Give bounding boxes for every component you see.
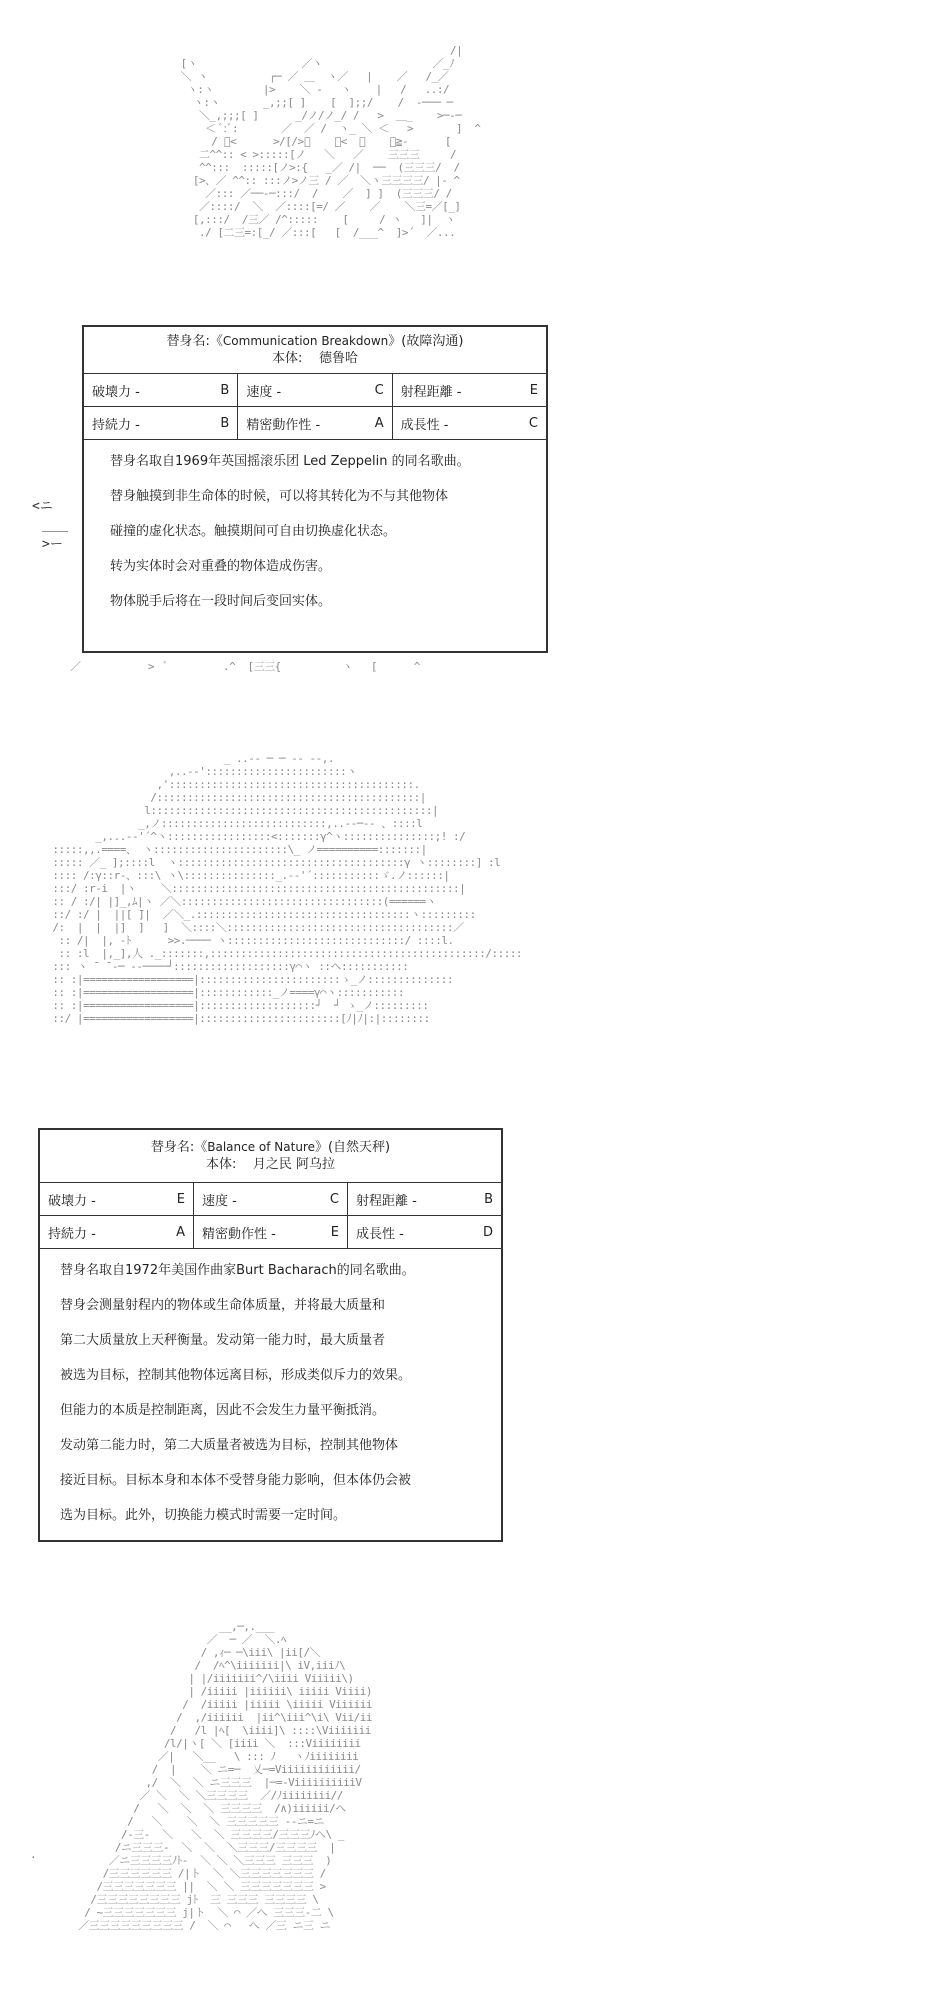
side-mark-2: ＿＿ bbox=[42, 519, 69, 534]
stand-description: 替身名取自1969年英国摇滚乐团 Led Zeppelin 的同名歌曲。 替身触摸到非生命体的时候，可以将其转化为不与其他物体 碰撞的虚化状态。触摸期间可自由切换虚化状态。 转为实体时会对重叠的物体造成伤害。 物体脱手后将在一段时间后变回实体。 bbox=[110, 454, 470, 609]
stat-power: 破壊力 - E bbox=[40, 1183, 194, 1215]
stat-precision: 精密動作性 - E bbox=[194, 1216, 348, 1248]
stats-row-1 bbox=[84, 374, 546, 407]
stats-row-2 bbox=[40, 1216, 501, 1249]
stray-mark: . bbox=[30, 1848, 37, 1861]
ascii-art-figure: __,─,.___ ／ ─ ／ ＼.ﾍ / ,ｨ─ ─\iii\ |ii[/＼ / /ﾍ^\iiiiiii|\ iV,iiiﾉ\ | |/iiiiiii^/\iiii Viiiii\) | /iiiii |iiiiii\ iiiii Viiii) / /iiiii |iiiii \iiiii Viiiiii / ,/iiiiii |ii^\iii^\i\ Vii/ii / /l |ﾍ[ \iiii]\ ::::\Viiiiiii /l/|ヽ[ ＼ [iiii ＼ :::Viiiiiiii ／| ＼__ \ ::: ﾉ ヽﾉiiiiiiii / | ＼ ニ=─ 乂─=Viiiiiiiiiiii/ ,/ ＼ ＼ ニ三三三 |─=-ViiiiiiiiiiV ／ ＼ ＼ ＼三三三三 ／/ﾉiiiiiiii// / ＼ ＼ ＼ 三三三三 /∧)iiiiii/ヘ / ＼ ＼ ＼ 三三三三三 -‐ニ=ニ /‐三- ＼ ＼ ＼ 三三三三/三三三ﾉへ\ _ /ニ三三三- ＼ ＼ ＼三三三/三三三三 | ／ニ三三三三ﾉﾄ- ＼ ＼ ＼三三三 三三三 ) /三三三三三三 /|ト ＼ ＼三三三三三三三 / /三三三三三三三 || ＼ ＼ 三三三三三三三 > /三三三三三三三三 jﾄ 三 三三三 三三三三 \ / ~三三三三三三三 j|ト ＼ ⌒ ／へ 三三三‐二 \ ／三三三三三三三三三 / ＼ ⌒ へ ／三 ニ三 ニ bbox=[78, 1620, 373, 1932]
stand-title: 替身名:《Communication Breakdown》(故障沟通) bbox=[166, 334, 464, 349]
stat-potential: 成長性 - D bbox=[356, 1224, 493, 1242]
stat-speed: 速度 - C bbox=[238, 374, 392, 406]
ascii-art-creature-bottom: ／ > ﾞ .^ [三三{ ヽ [ ^ bbox=[70, 660, 420, 673]
stand-user: 本体: 德鲁哈 bbox=[272, 351, 358, 366]
stats-row-2 bbox=[84, 407, 546, 440]
side-mark-3: >ー bbox=[42, 537, 63, 552]
stat-potential: 成長性 - C bbox=[400, 415, 538, 433]
stand-card-communication-breakdown bbox=[82, 325, 548, 653]
ascii-art-creature: /| [ヽ ／ヽ ／_ﾉ ＼ ヽ ┌─ ／ ＿ ヽ／ | ／ /_／ ヽ:ヽ |> ＼ - ヽ | / ..:/ ヽ:ヽ _,;;[ ] [ ];;/ / -─── ─ ＼_,;;;[ ] _/ノ/ノ_/ / > ＿_ >─-─ ＜ ﾞ:ﾞ: ／ ／ / ヽ_ ＼ ＜ > ] ^ / ﾞ< >/[/>ﾞ ＞< ／ ／≧- [ 二^^:: < >:::::[ノ ＼ ／ 三三三 / ^^::: :::::[ノ>:{ _／ /| ── (三三三/ / [>、／ ^^:: :::ノ>ノ三 / ／ ＼ヽ三三三三/ |‐ ^ ／::: ／──-─:::/ / ／ ] ] (三三三/ / ／::::/ ＼ ／::::[=/ ／ ／ ＼三=／[_] [,:::/ /三／ /^::::: [ / ヽ ]| ヽ ./ [二三=:[_/ ／:::[ [ /___^ ]>´ ／... bbox=[180, 44, 481, 239]
stat-precision: 精密動作性 - A bbox=[238, 407, 392, 439]
stat-speed: 速度 - C bbox=[194, 1183, 348, 1215]
stats-row-1 bbox=[40, 1183, 501, 1216]
stat-power: 破壊力 - B bbox=[84, 374, 238, 406]
stat-range: 射程距離 - E bbox=[400, 382, 538, 400]
stat-range: 射程距離 - B bbox=[356, 1191, 493, 1209]
stand-card-balance-of-nature bbox=[38, 1128, 503, 1542]
stand-title: 替身名:《Balance of Nature》(自然天秤) bbox=[150, 1140, 391, 1155]
stat-durability: 持続力 - B bbox=[84, 407, 238, 439]
stand-user: 本体: 月之民 阿乌拉 bbox=[205, 1157, 336, 1172]
ascii-art-character: _ ..-‐ ─ ─ ‐‐ --,. ,..-‐':::::::::::::::::::::::ヽ ,'::::::::::::::::::::::::::::::::::::::::. /:::::::::::::::::::::::::::::::::::::::::::| l::::::::::::::::::::::::::::::::::::::::::::::| _,ノ:::::::::::::::::::::::::::,..-‐─‐- 、::::l _,...-‐'´^ヽ:::::::::::::::::<:::::::γ^ヽ:::::::::::::::;! :/ :::::,,.====、 ヽ::::::::::::::::::::::\_ ノ==========:::::::| ::::: ／_ ];::::l ヽ:::::::::::::::::::::::::::::::::::::γ ヽ::::::::] :l :::: /:γ::r-、:::\ ヽ\:::::::::::::::_.-‐'´:::::::::::ゞ.ノ::::::| :::/ :r-i |ヽ ＼:::::::::::::::::::::::::::::::::::::::::::::::| :: / :/| |]_,ﾑ|ヽ ／＼:::::::::::::::::::::::::::::::::(======ヽ ::/ :/ | ||[ ̄]| ／＼_.:::::::::::::::::::::::::::::::::::ヽ::::::::: /: | | |] ] ] ＼::::＼:::::::::::::::::::::::::::::::::::::／ :: /| |, -ﾄ >>.──── ヽ:::::::::::::::::::::::::::::/ ::::l. :: :l |,_],人 ._:::::::,:::::::::::::::::::::::::::::::::::::::::::::/::::: ::: ヽ ˉ ˉ‐─ ‐‐────┘:::::::::::::::::::γ⌒ヽ ::ヘ::::::::::: :: :|==================|:::::::::::::::::::::::ゝ_ノ:::::::::::::: :: :|==================|::::::::::::_ノ====γ⌒ヽ::::::::::: :: :|==================|:::::::::::::::::::┘ ┘ ゝ_ノ::::::::: ::/ |==================|:::::::::::::::::::::::[ﾉ|ﾉ|:|:::::::: bbox=[52, 752, 523, 1025]
stat-durability: 持続力 - A bbox=[40, 1216, 194, 1248]
stand-card-header bbox=[84, 327, 546, 373]
stand-card-header bbox=[40, 1130, 501, 1182]
stand-description: 替身名取自1972年美国作曲家Burt Bacharach的同名歌曲。 替身会测量射程内的物体或生命体质量，并将最大质量和 第二大质量放上天秤衡量。发动第一能力时，最大质量者 被选为目标，控制其他物体远离目标，形成类似斥力的效果。 但能力的本质是控制距离，因此不会发生力量平衡抵消。 发动第二能力时，第二大质量者被选为目标，控制其他物体 接近目标。目标本身和本体不受替身能力影响，但本体仍会被 选为目标。此外，切换能力模式时需要一定时间。 bbox=[60, 1263, 415, 1523]
side-mark-1: <ニ bbox=[32, 499, 53, 514]
